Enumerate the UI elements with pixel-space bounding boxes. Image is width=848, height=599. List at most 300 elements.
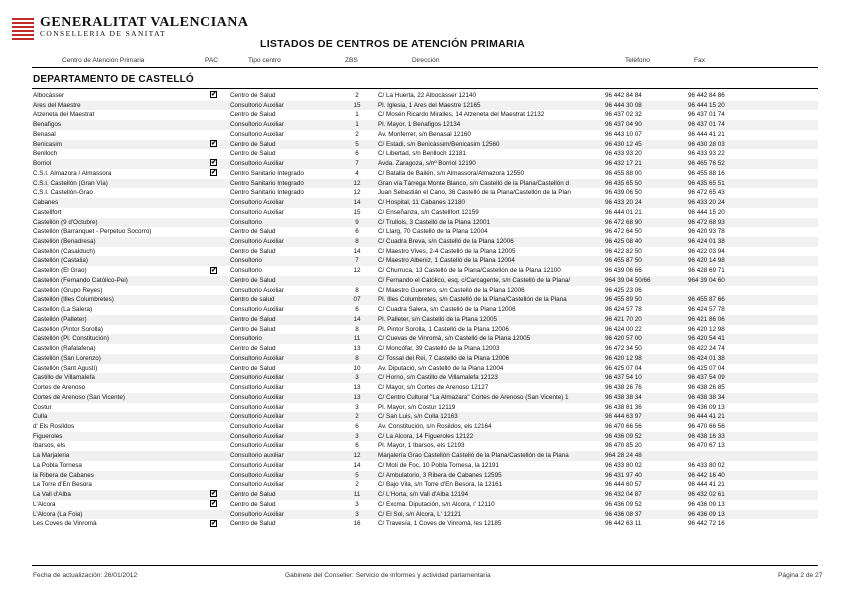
center-phone: 96 439 06 50 xyxy=(605,189,642,197)
zbs-number: 2 xyxy=(355,481,359,489)
center-name: Costur xyxy=(33,403,52,411)
table-row xyxy=(32,315,818,325)
center-type: Centro Sanitario Integrado xyxy=(230,189,304,197)
table-row xyxy=(32,305,818,315)
table-row xyxy=(32,130,818,140)
table-row xyxy=(32,403,818,413)
center-address: C/ Maestro Guerrero, s/n Castelló de la Plana 12006 xyxy=(378,286,525,294)
zbs-number: 14 xyxy=(353,315,361,323)
footer-source: Gabinete del Conseller: Servicio de informes y actividad parlamentaria xyxy=(285,572,491,579)
table-row xyxy=(32,471,818,481)
center-name: la Ribera de Cabanes xyxy=(33,471,94,479)
zbs-number: 2 xyxy=(355,413,359,421)
center-name: Castellón (Casalduch) xyxy=(33,247,95,255)
center-fax: 96 470 67 13 xyxy=(688,442,725,450)
center-phone: 96 442 63 11 xyxy=(605,520,642,528)
center-name: Castellón (Benadresa) xyxy=(33,238,96,246)
center-name: Benicasim xyxy=(33,140,63,148)
table-row xyxy=(32,247,818,257)
column-header-zbs: ZBS xyxy=(345,57,358,64)
center-name: La Torre d'En Besora xyxy=(33,481,92,489)
center-name: C.S.I. Castellón (Gran Vía) xyxy=(33,179,108,187)
logo-line2: CONSELLERIA DE SANITAT xyxy=(40,29,167,38)
center-type: Consultorio Auxiliar xyxy=(230,461,284,469)
zbs-number: 6 xyxy=(355,422,359,430)
center-phone: 96 432 04 87 xyxy=(605,491,642,499)
center-address: C/ La Alcora, 14 Figueroles 12122 xyxy=(378,432,474,440)
column-header-pac: PAC xyxy=(205,57,219,64)
center-type: Consultorio xyxy=(230,267,262,275)
center-type: Consultorio Auxiliar xyxy=(230,393,284,401)
center-name: Ibarsos, els xyxy=(33,442,66,450)
pac-checkbox-icon: ✔ xyxy=(211,490,217,498)
zbs-number: 8 xyxy=(355,286,359,294)
table-row xyxy=(32,256,818,266)
center-type: Consultorio Auxiliar xyxy=(230,354,284,362)
table-row xyxy=(32,188,818,198)
pac-cell xyxy=(210,266,222,276)
center-name: Cortes de Arenoso xyxy=(33,384,86,392)
center-fax: 96 444 41 21 xyxy=(688,130,725,138)
center-address: C/ Cuevas de Vinromà, s/n Castelló de la Plana 12005 xyxy=(378,335,531,343)
center-type: Consultorio Auxiliar xyxy=(230,199,284,207)
center-address: C/ L'Horta, s/n Vall d'Alba 12194 xyxy=(378,491,469,499)
center-fax: 96 442 72 16 xyxy=(688,520,725,528)
center-phone: 96 436 08 37 xyxy=(605,510,642,518)
center-fax: 96 444 41 21 xyxy=(688,481,725,489)
table-row xyxy=(32,159,818,169)
center-phone: 96 425 08 40 xyxy=(605,238,642,246)
center-name: Castellón (Castalia) xyxy=(33,257,88,265)
table-row xyxy=(32,432,818,442)
center-type: Centro de Salud xyxy=(230,491,276,499)
table-row xyxy=(32,198,818,208)
zbs-number: 6 xyxy=(355,150,359,158)
center-phone: 96 430 12 45 xyxy=(605,140,642,148)
center-type: Consultorio Auxiliar xyxy=(230,413,284,421)
zbs-number: 6 xyxy=(355,442,359,450)
center-phone: 96 470 66 56 xyxy=(605,422,642,430)
center-address: C/ Maestro Vives, 2-4 Castelló de la Plana 12005 xyxy=(378,247,516,255)
center-type: Consultorio Auxiliar xyxy=(230,306,284,314)
zbs-number: 16 xyxy=(353,520,361,528)
center-fax: 96 424 01 38 xyxy=(688,238,725,246)
center-type: Centro de Salud xyxy=(230,92,276,99)
center-fax: 96 420 54 41 xyxy=(688,335,725,343)
center-address: C/ Libertad, s/n Benlloch 12181 xyxy=(378,150,466,158)
center-phone: 96 433 20 24 xyxy=(605,199,642,207)
footer-date: Fecha de actualización: 26/01/2012 xyxy=(33,572,138,579)
center-fax: 96 433 20 24 xyxy=(688,199,725,207)
center-type: Consultorio Auxiliar xyxy=(230,403,284,411)
zbs-number: 8 xyxy=(355,238,359,246)
center-name: Figueroles xyxy=(33,432,63,440)
center-type: Consultorio xyxy=(230,218,262,226)
center-phone: 96 431 97 40 xyxy=(605,471,642,479)
zbs-number: 12 xyxy=(353,452,361,460)
center-fax: 96 465 76 52 xyxy=(688,160,725,168)
center-name: Ares del Maestre xyxy=(33,101,81,109)
center-address: C/ Trullols, 3 Castelló de la Plana 12001 xyxy=(378,218,491,226)
center-phone: 96 436 09 52 xyxy=(605,432,642,440)
center-address: C/ Ambulatorio, 3 Ribera de Cabanes 12595 xyxy=(378,471,502,479)
zbs-number: 15 xyxy=(353,208,361,216)
center-type: Consultorio Auxiliar xyxy=(230,432,284,440)
center-fax: 96 425 07 04 xyxy=(688,364,725,372)
header-divider xyxy=(32,67,818,68)
table-row xyxy=(32,101,818,111)
center-name: Castellón (Sant Agustí) xyxy=(33,364,98,372)
center-phone: 96 438 38 34 xyxy=(605,393,642,401)
department-divider xyxy=(32,88,818,89)
center-address: C/ Estadi, s/n Benicàssim/Benicasim 12560 xyxy=(378,140,500,148)
center-address: C/ Moncófar, 39 Castelló de la Plana 12003 xyxy=(378,345,500,353)
center-name: La Pobla Tornesa xyxy=(33,461,82,469)
center-address: C/ Hospital, 11 Cabanes 12180 xyxy=(378,199,466,207)
center-name: Les Coves de Vinromà xyxy=(33,520,97,528)
table-row xyxy=(32,110,818,120)
zbs-number: 8 xyxy=(355,325,359,333)
table-row xyxy=(32,149,818,159)
center-name: C.S.I. Almazora / Almassora xyxy=(33,169,112,177)
zbs-number: 12 xyxy=(353,179,361,187)
center-address: Pl. Illes Columbretes, s/n Castelló de la Plana/Castellón de la Plana xyxy=(378,296,567,304)
center-phone: 96 472 34 50 xyxy=(605,345,642,353)
center-address: Marjalería Grao Castellón Castelló de la Plana/Castellón de la Plana xyxy=(378,452,569,460)
zbs-number: 12 xyxy=(353,267,361,275)
center-fax: 96 437 54 09 xyxy=(688,374,725,382)
center-phone: 96 420 12 98 xyxy=(605,354,642,362)
table-row xyxy=(32,237,818,247)
zbs-number: 8 xyxy=(355,354,359,362)
zbs-number: 3 xyxy=(355,432,359,440)
zbs-number: 07 xyxy=(353,296,361,304)
pac-cell xyxy=(210,519,222,529)
center-address: C/ Excma. Diputación, s/n Alcora, l' 12110 xyxy=(378,500,495,508)
center-address: C/ Horno, s/n Castillo de Villamalefa 12123 xyxy=(378,374,498,382)
center-type: Consultorio Auxiliar xyxy=(230,471,284,479)
zbs-number: 7 xyxy=(355,257,359,265)
center-fax: 96 433 80 02 xyxy=(688,461,725,469)
center-type: Centro de Salud xyxy=(230,150,276,158)
center-type: Centro de Salud xyxy=(230,364,276,372)
zbs-number: 13 xyxy=(353,393,361,401)
pac-checkbox-icon: ✔ xyxy=(211,500,217,508)
center-fax: 96 424 01 38 xyxy=(688,354,725,362)
table-row xyxy=(32,441,818,451)
table-row xyxy=(32,422,818,432)
center-phone: 96 444 30 08 xyxy=(605,101,642,109)
center-type: Consultorio Auxiliar xyxy=(230,121,284,129)
center-phone: 96 442 84 84 xyxy=(605,92,642,99)
pac-cell xyxy=(210,159,222,169)
center-phone: 96 424 57 78 xyxy=(605,306,642,314)
center-phone: 96 435 65 50 xyxy=(605,179,642,187)
center-address: C/ Centro Cultural "La Almazara" Cortes de Arenoso (San Vicente) 1 xyxy=(378,393,569,401)
zbs-number: 14 xyxy=(353,461,361,469)
center-name: Castellón (San Lorenzo) xyxy=(33,354,101,362)
column-header-telefono: Teléfono xyxy=(625,57,650,64)
footer-divider xyxy=(32,565,818,566)
center-phone: 964 28 24 48 xyxy=(605,452,642,460)
center-name: L'Alcora (La Foia) xyxy=(33,510,83,518)
center-phone: 96 424 00 22 xyxy=(605,325,642,333)
center-fax: 96 430 28 03 xyxy=(688,140,725,148)
table-row xyxy=(32,373,818,383)
center-name: La Marjaleria xyxy=(33,452,70,460)
center-address: Pl. Mayor, s/n Costur 12119 xyxy=(378,403,456,411)
center-name: Cabanes xyxy=(33,199,59,207)
center-phone: 964 39 04 50/66 xyxy=(605,276,651,284)
center-phone: 96 455 89 50 xyxy=(605,296,642,304)
center-type: Centro de salud xyxy=(230,296,275,304)
table-row xyxy=(32,91,818,101)
table-row xyxy=(32,393,818,403)
center-type: Consultorio Auxiliar xyxy=(230,208,284,216)
center-phone: 96 439 06 66 xyxy=(605,267,642,275)
center-address: Pl. Iglesia, 1 Ares del Maestre 12165 xyxy=(378,101,481,109)
center-phone: 96 437 04 90 xyxy=(605,121,642,129)
pac-checkbox-icon: ✔ xyxy=(211,159,217,167)
table-row xyxy=(32,383,818,393)
center-address: C/ Maestro Albeniz, 1 Castelló de la Plana 12004 xyxy=(378,257,515,265)
center-address: Av. Diputació, s/n Castelló de la Plana 12004 xyxy=(378,364,504,372)
table-row xyxy=(32,490,818,500)
zbs-number: 6 xyxy=(355,228,359,236)
center-name: Castellón (9 d'Octubre) xyxy=(33,218,98,226)
zbs-number: 3 xyxy=(355,510,359,518)
center-fax: 96 433 93 22 xyxy=(688,150,725,158)
table-row xyxy=(32,480,818,490)
center-address: C/ Travesía, 1 Coves de Vinromà, les 12185 xyxy=(378,520,502,528)
center-fax: 96 422 03 94 xyxy=(688,247,725,255)
center-name: Castellón (Pintor Sorolla) xyxy=(33,325,103,333)
center-phone: 96 422 82 50 xyxy=(605,247,642,255)
center-name: C.S.I. Castellón-Grao xyxy=(33,189,93,197)
center-address: C/ Llarg, 70 Castelló de la Plana 12004 xyxy=(378,228,488,236)
center-name: Benafigos xyxy=(33,121,62,129)
center-fax: 96 428 69 71 xyxy=(688,267,725,275)
center-name: Atzeneta del Maestrat xyxy=(33,111,95,119)
center-address: Juan Sebastián el Cano, 36 Castelló de la Plana/Castellón de la Plan xyxy=(378,189,571,197)
pac-checkbox-icon: ✔ xyxy=(211,169,217,177)
column-header-tipo: Tipo centro xyxy=(248,57,281,64)
center-phone: 96 470 85 20 xyxy=(605,442,642,450)
table-row xyxy=(32,120,818,130)
table-row xyxy=(32,325,818,335)
zbs-number: 6 xyxy=(355,306,359,314)
column-header-fax: Fax xyxy=(694,57,705,64)
center-phone: 96 472 68 90 xyxy=(605,218,642,226)
center-phone: 96 438 81 36 xyxy=(605,403,642,411)
center-fax: 96 420 14 98 xyxy=(688,257,725,265)
center-phone: 96 433 93 20 xyxy=(605,150,642,158)
zbs-number: 3 xyxy=(355,374,359,382)
center-address: Pl. Mayor, 1 Benafigos 12134 xyxy=(378,121,461,129)
center-type: Consultorio Auxiliar xyxy=(230,130,284,138)
center-name: La Vall d'Alba xyxy=(33,491,71,499)
center-fax: 96 472 68 93 xyxy=(688,218,725,226)
center-type: Centro de Salud xyxy=(230,345,276,353)
center-name: Castellón (Palleter) xyxy=(33,315,87,323)
zbs-number: 1 xyxy=(355,111,359,119)
center-type: Consultorio Auxiliar xyxy=(230,442,284,450)
center-address: Avda. Zaragoza, s/nº Borriol 12190 xyxy=(378,160,476,168)
center-type: Centro de Salud xyxy=(230,325,276,333)
center-address: C/ Fernando el Católico, esq. c/Carcagente, s/n Castelló de la Plana/ xyxy=(378,276,571,284)
zbs-number: 12 xyxy=(353,189,361,197)
center-address: C/ Molí de Foc, 10 Pobla Tornesa, la 12191 xyxy=(378,461,499,469)
table-row xyxy=(32,266,818,276)
center-address: C/ Mosén Ricardo Miralles, 14 Atzeneta del Maestrat 12132 xyxy=(378,111,545,119)
pac-cell xyxy=(210,500,222,510)
center-type: Consultorio xyxy=(230,335,262,343)
zbs-number: 15 xyxy=(353,101,361,109)
zbs-number: 10 xyxy=(353,364,361,372)
center-type: Centro de Salud xyxy=(230,315,276,323)
center-type: Consultorio Auxiliar xyxy=(230,160,284,168)
pac-cell xyxy=(210,169,222,179)
zbs-number: 11 xyxy=(353,335,361,343)
center-type: Centro de Salud xyxy=(230,520,276,528)
center-address: C/ Enseñanza, s/n Castellfort 12159 xyxy=(378,208,479,216)
center-fax: 964 39 04 60 xyxy=(688,276,725,284)
table-row xyxy=(32,461,818,471)
center-type: Consultorio Auxiliar xyxy=(230,510,284,518)
zbs-number: 4 xyxy=(355,169,359,177)
table-row xyxy=(32,510,818,520)
center-fax: 96 438 26 85 xyxy=(688,384,725,392)
center-fax: 96 424 57 78 xyxy=(688,306,725,314)
center-name: Cortes de Arenoso (San Vicente) xyxy=(33,393,125,401)
center-address: Av. Monferrer, s/n Benasal 12160 xyxy=(378,130,471,138)
center-address: C/ Bajo Vila, s/n Torre d'En Besora, la 12161 xyxy=(378,481,503,489)
center-fax: 96 436 09 13 xyxy=(688,500,725,508)
center-address: C/ Churruca, 13 Castelló de la Plana/Castellón de la Plana 12100 xyxy=(378,267,561,275)
generalitat-emblem-icon xyxy=(12,16,36,42)
pac-checkbox-icon: ✔ xyxy=(211,519,217,527)
center-type: Centro de Salud xyxy=(230,228,276,236)
page-title: LISTADOS DE CENTROS DE ATENCIÓN PRIMARIA xyxy=(260,38,525,50)
pac-checkbox-icon: ✔ xyxy=(211,140,217,147)
center-fax: 96 455 87 66 xyxy=(688,296,725,304)
zbs-number: 3 xyxy=(355,500,359,508)
table-row xyxy=(32,208,818,218)
pac-cell xyxy=(210,91,222,101)
zbs-number: 11 xyxy=(353,491,361,499)
center-fax: 96 421 86 06 xyxy=(688,315,725,323)
center-phone: 96 455 88 00 xyxy=(605,169,642,177)
center-type: Consultorio Auxiliar xyxy=(230,422,284,430)
pac-cell xyxy=(210,490,222,500)
center-fax: 96 432 02 61 xyxy=(688,491,725,499)
center-type: Consultorio Auxiliar xyxy=(230,101,284,109)
center-phone: 96 472 64 50 xyxy=(605,228,642,236)
center-fax: 96 436 09 13 xyxy=(688,403,725,411)
center-fax: 96 444 15 20 xyxy=(688,101,725,109)
center-fax: 96 420 93 78 xyxy=(688,228,725,236)
center-address: C/ Mayor, s/n Cortes de Arenoso 12127 xyxy=(378,384,489,392)
center-type: Consultorio Auxiliar xyxy=(230,286,284,294)
center-name: Borriol xyxy=(33,160,52,168)
department-heading: DEPARTAMENTO DE CASTELLÓ xyxy=(33,74,194,85)
center-fax: 96 444 15 20 xyxy=(688,208,725,216)
center-name: Castellón (La Salera) xyxy=(33,306,93,314)
table-row xyxy=(32,218,818,228)
center-phone: 96 437 02 32 xyxy=(605,111,642,119)
zbs-number: 2 xyxy=(355,130,359,138)
zbs-number: 14 xyxy=(353,199,361,207)
pac-checkbox-icon: ✔ xyxy=(211,266,217,274)
center-fax: 96 437 01 74 xyxy=(688,111,725,119)
center-fax: 96 435 65 51 xyxy=(688,179,725,187)
center-type: Consultorio Auxiliar xyxy=(230,238,284,246)
table-row xyxy=(32,334,818,344)
zbs-number: 13 xyxy=(353,345,361,353)
center-fax: 96 472 65 43 xyxy=(688,189,725,197)
center-address: Pl. Mayor, 1 Ibarsos, els 12193 xyxy=(378,442,465,450)
center-phone: 96 425 23 06 xyxy=(605,286,642,294)
footer-page-number: Página 2 de 27 xyxy=(778,572,823,579)
table-row xyxy=(32,169,818,179)
center-type: Consultorio Auxiliar xyxy=(230,374,284,382)
zbs-number: 2 xyxy=(355,92,359,99)
table-row xyxy=(32,227,818,237)
center-type: Centro de Salud xyxy=(230,247,276,255)
table-row xyxy=(32,344,818,354)
center-fax: 96 438 38 34 xyxy=(688,393,725,401)
center-address: Pl. Pintor Sorolla, 1 Castelló de la Plana 12006 xyxy=(378,325,509,333)
generalitat-logo xyxy=(12,16,248,42)
center-type: Centro de Salud xyxy=(230,500,276,508)
center-address: C/ San Luis, s/n Culla 12163 xyxy=(378,413,458,421)
center-phone: 96 425 07 04 xyxy=(605,364,642,372)
center-fax: 96 422 24 74 xyxy=(688,345,725,353)
zbs-number: 3 xyxy=(355,403,359,411)
center-name: Castellón (Pl. Constitución) xyxy=(33,335,109,343)
center-fax: 96 436 09 13 xyxy=(688,510,725,518)
center-address: C/ Batalla de Bailén, s/n Almassora/Almazora 12550 xyxy=(378,169,524,177)
table-row xyxy=(32,451,818,461)
pac-checkbox-icon: ✔ xyxy=(211,91,217,99)
center-phone: 96 455 87 50 xyxy=(605,257,642,265)
zbs-number: 9 xyxy=(355,218,359,226)
zbs-number: 1 xyxy=(355,121,359,129)
center-phone: 96 444 63 97 xyxy=(605,413,642,421)
zbs-number: 13 xyxy=(353,384,361,392)
table-row xyxy=(32,295,818,305)
center-phone: 96 438 26 76 xyxy=(605,384,642,392)
centers-table xyxy=(32,91,818,529)
column-header-centro: Centro de Atención Primaria xyxy=(62,57,145,64)
zbs-number: 5 xyxy=(355,140,359,148)
center-phone: 96 443 10 07 xyxy=(605,130,642,138)
center-address: C/ La Huerta, 22 Albocàsser 12140 xyxy=(378,92,477,99)
center-type: Consultorio Auxiliar xyxy=(230,481,284,489)
center-address: Pl. Palleter, s/n Castelló de la Plana 12005 xyxy=(378,315,498,323)
center-name: Castellón (Rafalafena) xyxy=(33,345,96,353)
center-type: Centro Sanitario Integrado xyxy=(230,169,304,177)
center-name: Castillo de Villamalefa xyxy=(33,374,95,382)
center-fax: 96 420 12 98 xyxy=(688,325,725,333)
center-type: Centro de Salud xyxy=(230,276,276,284)
center-address: C/ Tossal del Rei, 7 Castelló de la Plana 12006 xyxy=(378,354,510,362)
center-name: Benasal xyxy=(33,130,56,138)
center-address: Gran vía Tárrega Monte Blanco, s/n Castelló de la Plana/Castellón d xyxy=(378,179,569,187)
center-name: Culla xyxy=(33,413,48,421)
center-type: Consultorio auxiliar xyxy=(230,452,284,460)
center-fax: 96 442 84 86 xyxy=(688,92,725,99)
